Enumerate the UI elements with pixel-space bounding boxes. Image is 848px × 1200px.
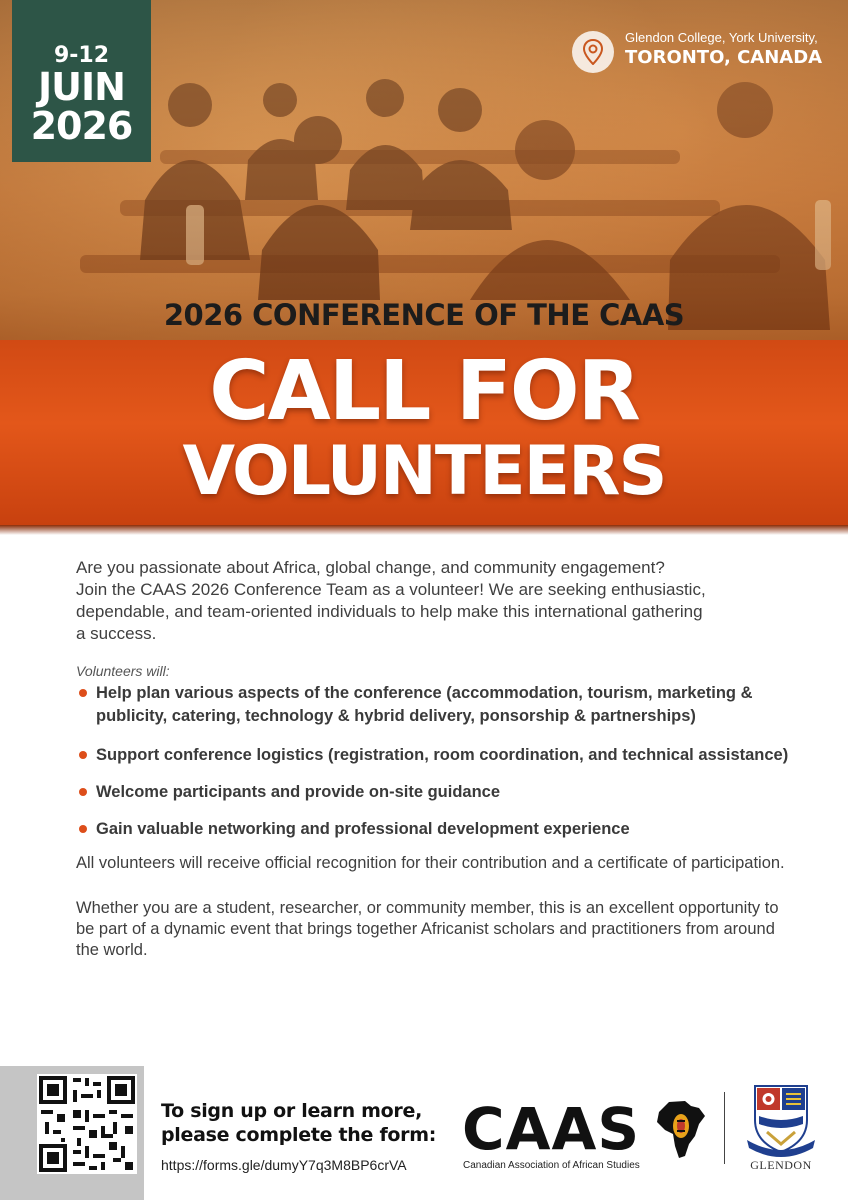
body-content <box>76 557 796 961</box>
caas-full-name: Canadian Association of African Studies <box>463 1160 640 1171</box>
bullet-dot-icon <box>79 788 87 796</box>
duty-item <box>76 818 796 841</box>
form-link[interactable]: https://forms.gle/dumyY7q3M8BP6crVA <box>161 1157 407 1173</box>
bullet-dot-icon <box>79 689 87 697</box>
conference-title: 2026 CONFERENCE OF THE CAAS <box>163 298 685 332</box>
recognition-paragraph: All volunteers will receive official recognition for their contribution and a certificate of participation. <box>76 854 785 872</box>
opportunity-paragraph: Whether you are a student, researcher, or community member, this is an excellent opportunity to be part of a dynamic event that brings together Africanist scholars and practitioners from around the world. <box>76 899 779 959</box>
signup-heading: To sign up or learn more, <box>161 1100 423 1122</box>
africa-map-icon <box>655 1100 707 1160</box>
glendon-crest-icon <box>745 1080 817 1158</box>
duty-text: Gain valuable networking and professional development experience <box>96 820 630 838</box>
map-pin-icon <box>572 31 614 73</box>
signup-heading-cont: please complete the form: <box>161 1124 437 1146</box>
band-divider <box>0 525 848 535</box>
glendon-label: GLENDON <box>750 1158 812 1172</box>
duty-text: Help plan various aspects of the conference (accommodation, tourism, marketing & publicity, catering, technology & hybrid delivery, ponsorship & partnerships) <box>96 684 753 725</box>
headline-volunteers: VOLUNTEERS <box>182 432 666 511</box>
volunteers-will-label: Volunteers will: <box>76 663 170 679</box>
duty-text: Welcome participants and provide on-site guidance <box>96 783 501 801</box>
intro-paragraph <box>76 557 796 645</box>
event-date-month: JUIN <box>38 65 125 109</box>
qr-code-icon[interactable] <box>37 1074 137 1174</box>
qr-code-panel <box>0 1066 144 1200</box>
logo-divider <box>724 1092 725 1164</box>
intro-line: Are you passionate about Africa, global change, and community engagement? <box>76 558 665 577</box>
duty-text: Support conference logistics (registration, room coordination, and technical assistance) <box>96 746 789 764</box>
event-date-range: 9-12 <box>53 43 110 68</box>
caas-logo: CAAS <box>462 1095 641 1163</box>
event-date-box <box>12 0 151 162</box>
event-date-year: 2026 <box>30 104 133 148</box>
event-location <box>572 30 842 76</box>
duty-item <box>76 682 796 728</box>
duty-item <box>76 781 796 804</box>
location-venue: Glendon College, York University, <box>625 30 818 45</box>
bullet-dot-icon <box>79 751 87 759</box>
duty-item <box>76 744 796 767</box>
headline-call-for: CALL FOR <box>209 344 639 439</box>
intro-line: dependable, and team-oriented individuals to help make this international gathering <box>76 602 703 621</box>
intro-line: Join the CAAS 2026 Conference Team as a volunteer! We are seeking enthusiastic, <box>76 580 706 599</box>
bullet-dot-icon <box>79 825 87 833</box>
volunteer-duties-list <box>76 682 796 841</box>
hero-banner <box>0 0 848 535</box>
location-city: TORONTO, CANADA <box>625 47 823 68</box>
intro-line: a success. <box>76 624 157 643</box>
